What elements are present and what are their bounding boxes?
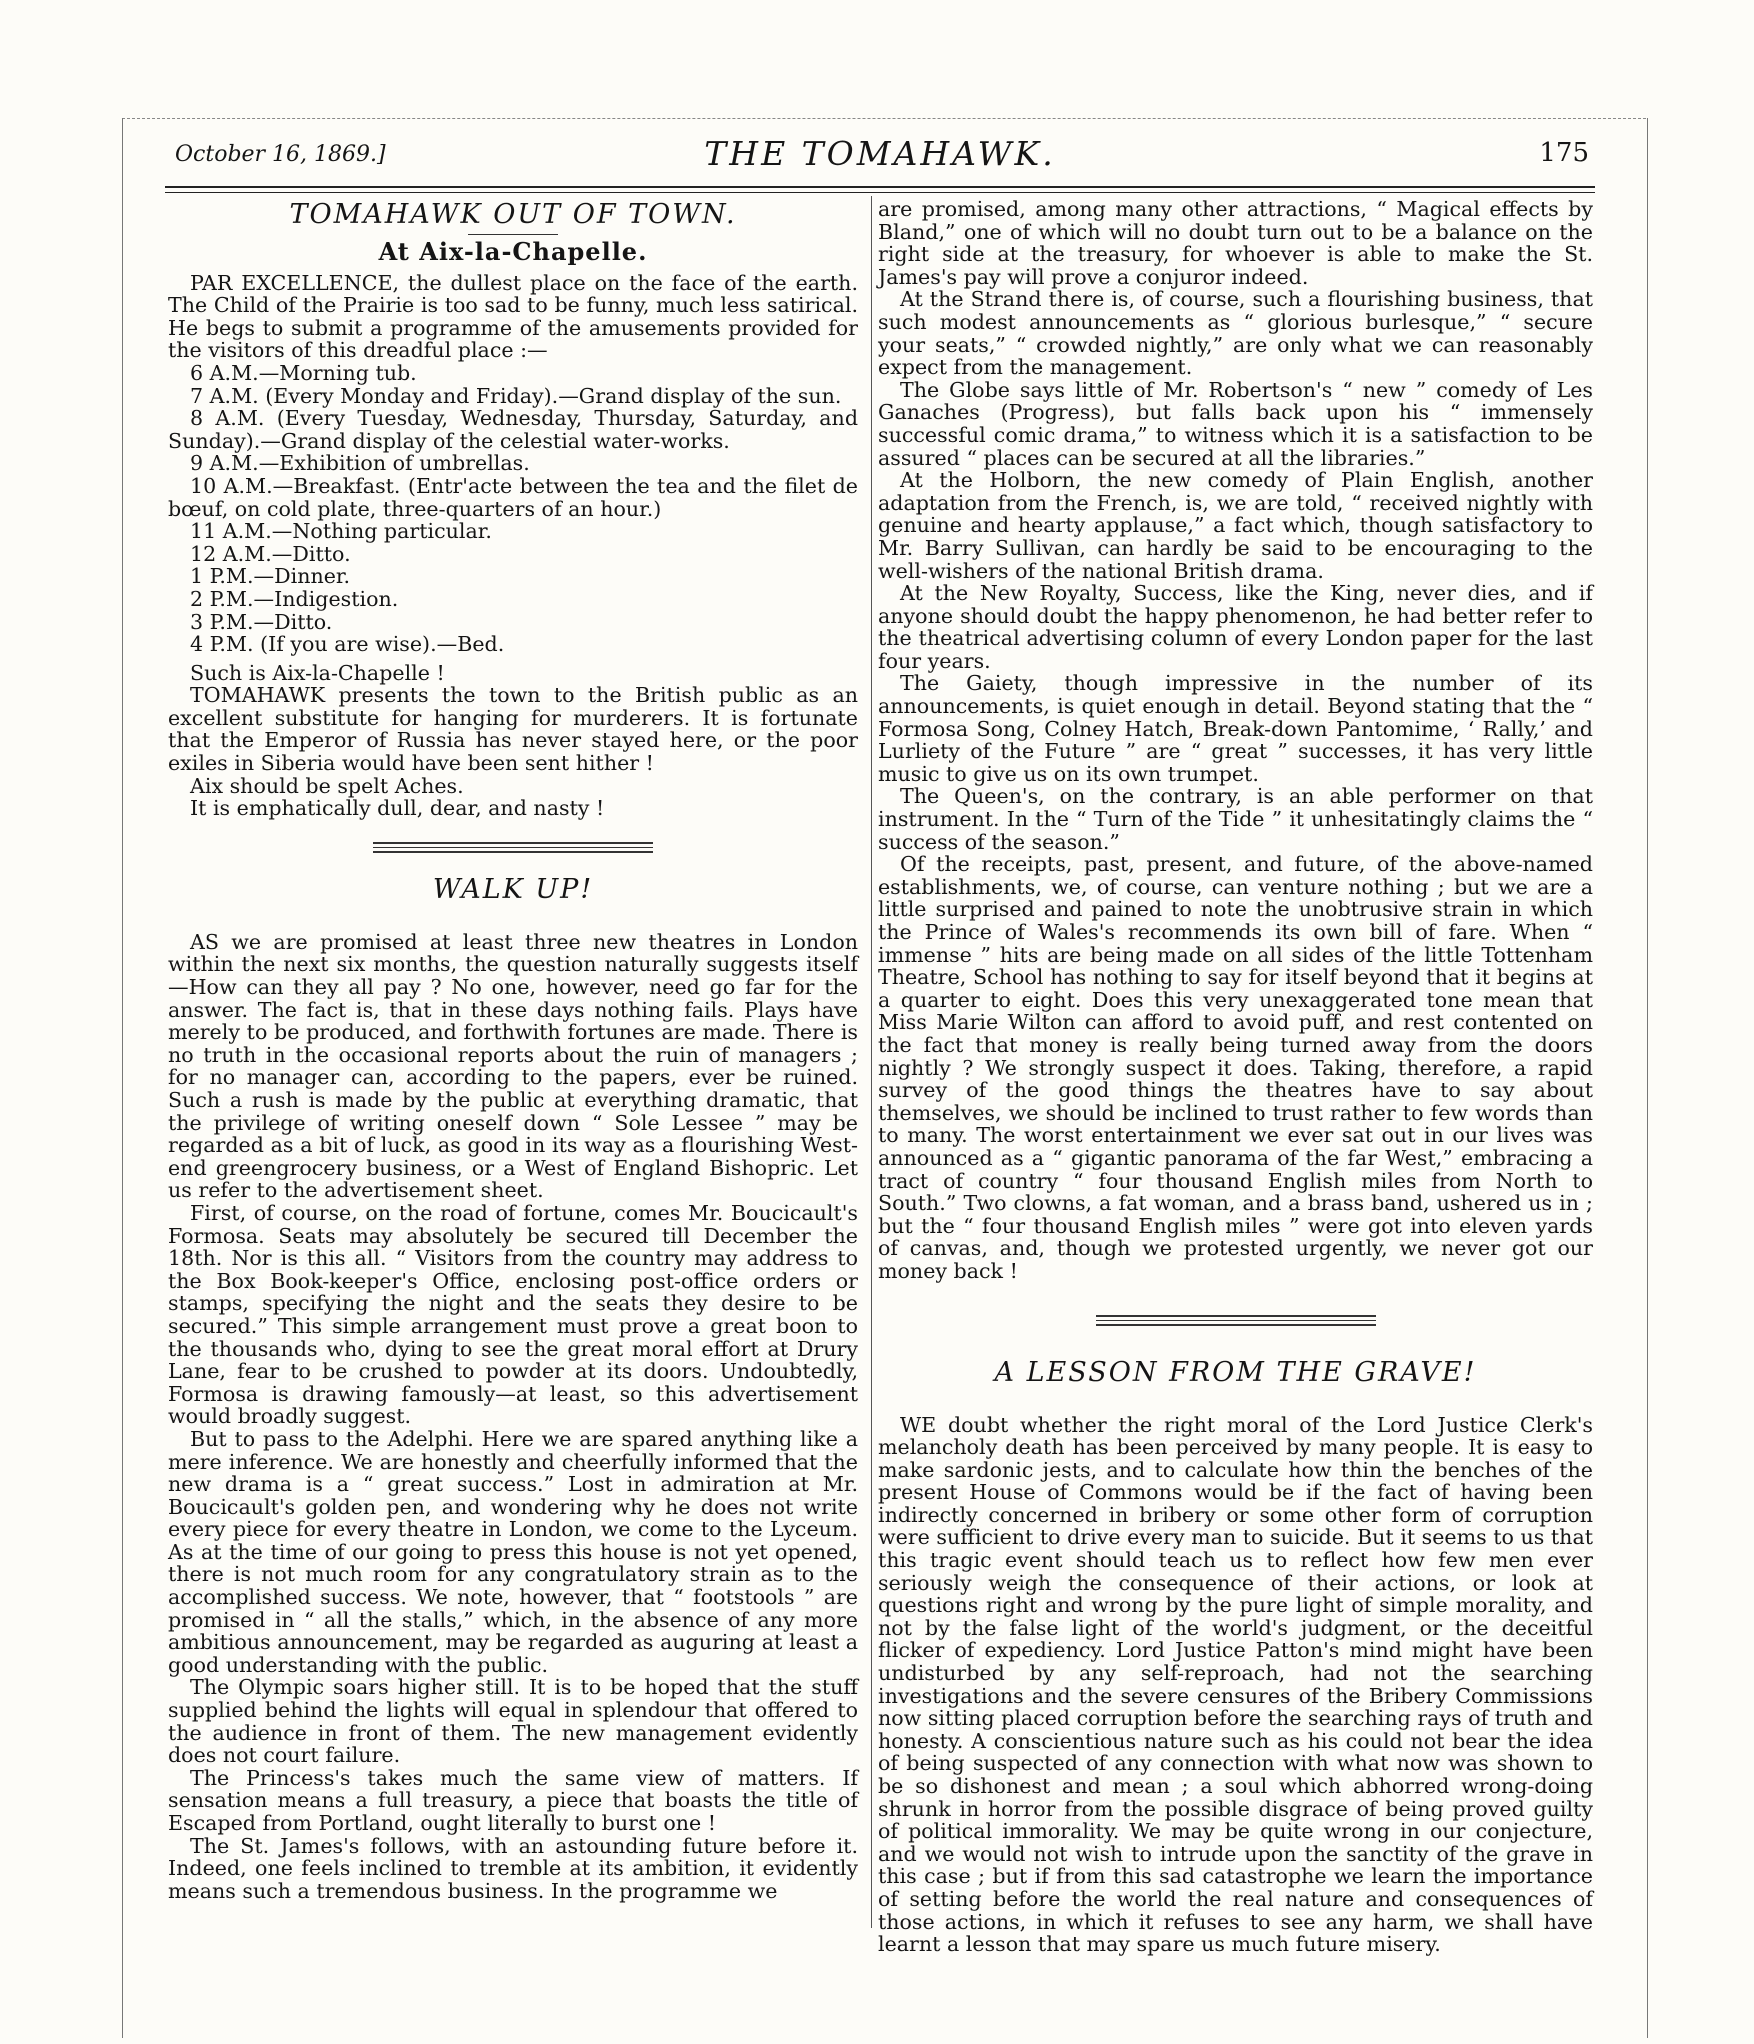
- continued-paragraph: are promised, among many other attractions, “ Magical effects by Bland,” one of which will no doubt turn out to be a balance on the right side at the treasury, for whoever is able to make the St. James's pay will prove a conjuror indeed.: [878, 197, 1593, 289]
- article-paragraph: Of the receipts, past, present, and future, of the above-named establishments, we, of course, can venture nothing ; but we are a little surprised and pained to note the unobtrusive strain in which the Prince of Wales's recommends its own bill of fare. When “ immense ” hits are being made on all sides of the little Tottenham Theatre, School has nothing to say for itself beyond that it begins at a quarter to eight. Does this very unexaggerated tone mean that Miss Marie Wilton can afford to avoid puff, and rest contented on the fact that money is really being turned away from the doors nightly ? We strongly suspect it does. Taking, therefore, a rapid survey of the good things the theatres have to say about themselves, we should be inclined to trust rather to few words than to many. The worst entertainment we ever sat out in our lives was announced as a “ gigantic panorama of the far West,” embracing a tract of country “ four thousand English miles from North to South.” Two clowns, a fat woman, and a brass band, ushered us in ; but the “ four thousand English miles ” were got into eleven yards of canvas, and, though we protested urgently, we never got our money back !: [878, 852, 1593, 1283]
- article-paragraph: The Olympic soars higher still. It is to be hoped that the stuff supplied behind the lights will equal in splendour that offered to the audience in front of them. The new management evidently does not court failure.: [168, 1675, 858, 1768]
- section-title-lesson-from-the-grave: A LESSON FROM THE GRAVE!: [994, 1356, 1477, 1388]
- closing-paragraph: TOMAHAWK presents the town to the British public as an excellent substitute for hanging for murderers. It is fortunate that the Emperor of Russia has never stayed here, or the poor exiles in Siberia would have been sent hither !: [168, 683, 858, 776]
- masthead-title: THE TOMAHAWK.: [704, 134, 1056, 173]
- column-divider: [871, 196, 872, 1928]
- article-paragraph: At the Holborn, the new comedy of Plain English, another adaptation from the French, is, we are told, “ received nightly with genuine and hearty applause,” a fact which, though satisfactory to Mr. Barry Sullivan, can hardly be said to be encouraging to the well-wishers of the national British drama.: [878, 468, 1593, 583]
- right-column: [878, 197, 1593, 1957]
- closing-line: It is emphatically dull, dear, and nasty !: [190, 796, 605, 821]
- section-subtitle: At Aix-la-Chapelle.: [378, 237, 648, 266]
- left-column: [168, 198, 858, 1920]
- section-separator: [373, 842, 653, 853]
- closing-line: Aix should be spelt Aches.: [190, 773, 464, 798]
- section-title-tomahawk-out-of-town: TOMAHAWK OUT OF TOWN.: [289, 199, 737, 230]
- schedule-item: 4 P.M. (If you are wise).—Bed.: [190, 632, 505, 657]
- intro-paragraph: PAR EXCELLENCE, the dullest place on the face of the earth. The Child of the Prairie is too sad to be funny, much less satirical. He begs to submit a programme of the amusements provided for the visitors of this dreadful place :—: [168, 270, 858, 363]
- article-paragraph: AS we are promised at least three new theatres in London within the next six months, the question naturally suggests itself—How can they all pay ? No one, however, need go far for the answer. The fact is, that in these days nothing fails. Plays have merely to be produced, and forthwith fortunes are made. There is no truth in the occasional reports about the ruin of managers ; for no manager can, according to the papers, ever be ruined. Such a rush is made by the public at everything dramatic, that the privilege of writing oneself down “ Sole Lessee ” may be regarded as a bit of luck, as good in its way as a flourishing West-end greengrocery business, or a West of England Bishopric. Let us refer to the advertisement sheet.: [168, 929, 858, 1203]
- schedule-item: 2 P.M.—Indigestion.: [190, 586, 399, 611]
- article-paragraph: But to pass to the Adelphi. Here we are spared anything like a mere inference. We are honestly and cheerfully informed that the new drama is a “ great success.” Lost in admiration at Mr. Boucicault's golden pen, and wondering why he does not write every piece for every theatre in London, we come to the Lyceum. As at the time of our going to press this house is not yet opened, there is not much room for any congratulatory strain as to the accomplished success. We note, however, that “ footstools ” are promised in “ all the stalls,” which, in the absence of any more ambitious announcement, may be regarded as auguring at least a good understanding with the public.: [168, 1426, 858, 1677]
- schedule-item: 11 A.M.—Nothing particular.: [190, 519, 492, 544]
- schedule-item: 3 P.M.—Ditto.: [190, 609, 333, 634]
- schedule-item: 7 A.M. (Every Monday and Friday).—Grand display of the sun.: [190, 383, 842, 408]
- schedule-item: 1 P.M.—Dinner.: [190, 564, 351, 589]
- page-header: [165, 134, 1595, 174]
- schedule-item: 9 A.M.—Exhibition of umbrellas.: [190, 451, 530, 476]
- closing-line: Such is Aix-la-Chapelle !: [190, 660, 445, 685]
- schedule-item: 12 A.M.—Ditto.: [190, 541, 351, 566]
- article-paragraph: The Gaiety, though impressive in the number of its announcements, is quiet enough in detail. Beyond stating that the “ Formosa Song, Colney Hatch, Break-down Pantomime, ‘ Rally,’ and Lurliety of the Future ” are “ great ” successes, it has very little music to give us on its own trumpet.: [878, 671, 1593, 786]
- article-paragraph: The Princess's takes much the same view of matters. If sensation means a full treasury, a piece that boasts the title of Escaped from Portland, ought literally to burst one !: [168, 1765, 858, 1835]
- header-rule-thick: [165, 186, 1595, 188]
- article-paragraph: At the Strand there is, of course, such a flourishing business, that such modest announcements as “ glorious burlesque,” “ secure your seats,” “ crowded nightly,” are only what we can reasonably expect from the management.: [878, 287, 1593, 380]
- article-paragraph: At the New Royalty, Success, like the King, never dies, and if anyone should doubt the happy phenomenon, he had better refer to the theatrical advertising column of every London paper for the last four years.: [878, 581, 1593, 673]
- article-paragraph: WE doubt whether the right moral of the Lord Justice Clerk's melancholy death has been perceived by many people. It is easy to make sardonic jests, and to calculate how thin the benches of the present House of Commons would be if the fact of having been indirectly concerned in bribery or some other form of corruption were sufficient to drive every man to suicide. But it seems to us that this tragic event should teach us to reflect how few men ever seriously weigh the consequence of their actions, or look at questions right and wrong by the pure light of simple morality, and not by the false light of the world's judgment, or the deceitful flicker of expediency. Lord Justice Patton's mind might have been undisturbed by any self-reproach, had not the searching investigations and the severe censures of the Bribery Commissions now sitting placed corruption before the searching rays of truth and honesty. A conscientious nature such as his could not bear the idea of being suspected of any connection with what now was shown to be so dishonest and mean ; a soul which abhorred wrong-doing shrunk in horror from the possible disgrace of being proved guilty of political immorality. We may be quite wrong in our conjecture, and we would not wish to intrude upon the sanctity of the grave in this case ; but if from this sad catastrophe we learn the importance of setting before the world the real nature and consequences of those actions, in which it refuses to see any harm, we shall have learnt a lesson that may spare us much future misery.: [878, 1412, 1593, 1957]
- issue-date: October 16, 1869.]: [175, 142, 386, 167]
- article-paragraph: The Queen's, on the contrary, is an able performer on that instrument. In the “ Turn of the Tide ” it unhesitatingly claims the “ success of the season.”: [878, 784, 1593, 854]
- title-rule: [468, 234, 558, 235]
- schedule-item: 10 A.M.—Breakfast. (Entr'acte between the tea and the filet de bœuf, on cold plate, three-quarters of an hour.): [168, 473, 858, 521]
- schedule-item: 6 A.M.—Morning tub.: [190, 360, 417, 385]
- article-paragraph: First, of course, on the road of fortune, comes Mr. Boucicault's Formosa. Seats may absolutely be secured till December the 18th. Nor is this all. “ Visitors from the country may address to the Box Book-keeper's Office, enclosing post-office orders or stamps, specifying the night and the seats they desire to be secured.” This simple arrangement must prove a great boon to the thousands who, dying to see the great moral effort at Drury Lane, fear to be crushed to powder at its doors. Undoubtedly, Formosa is drawing famously—at least, so this advertisement would broadly suggest.: [168, 1200, 858, 1429]
- article-paragraph: The Globe says little of Mr. Robertson's “ new ” comedy of Les Ganaches (Progress), but falls back upon his “ immensely successful comic drama,” to witness which it is a satisfaction to be assured “ places can be secured at all the libraries.”: [878, 377, 1593, 470]
- header-rule-thin: [165, 192, 1595, 193]
- page-number: 175: [1539, 138, 1589, 168]
- section-separator: [1096, 1315, 1376, 1326]
- schedule-item: 8 A.M. (Every Tuesday, Wednesday, Thursday, Saturday, and Sunday).—Grand display of the celestial water-works.: [168, 406, 858, 453]
- article-paragraph: The St. James's follows, with an astounding future before it. Indeed, one feels inclined to tremble at its ambition, it evidently means such a tremendous business. In the programme we: [168, 1833, 858, 1903]
- section-title-walk-up: WALK UP!: [432, 873, 594, 905]
